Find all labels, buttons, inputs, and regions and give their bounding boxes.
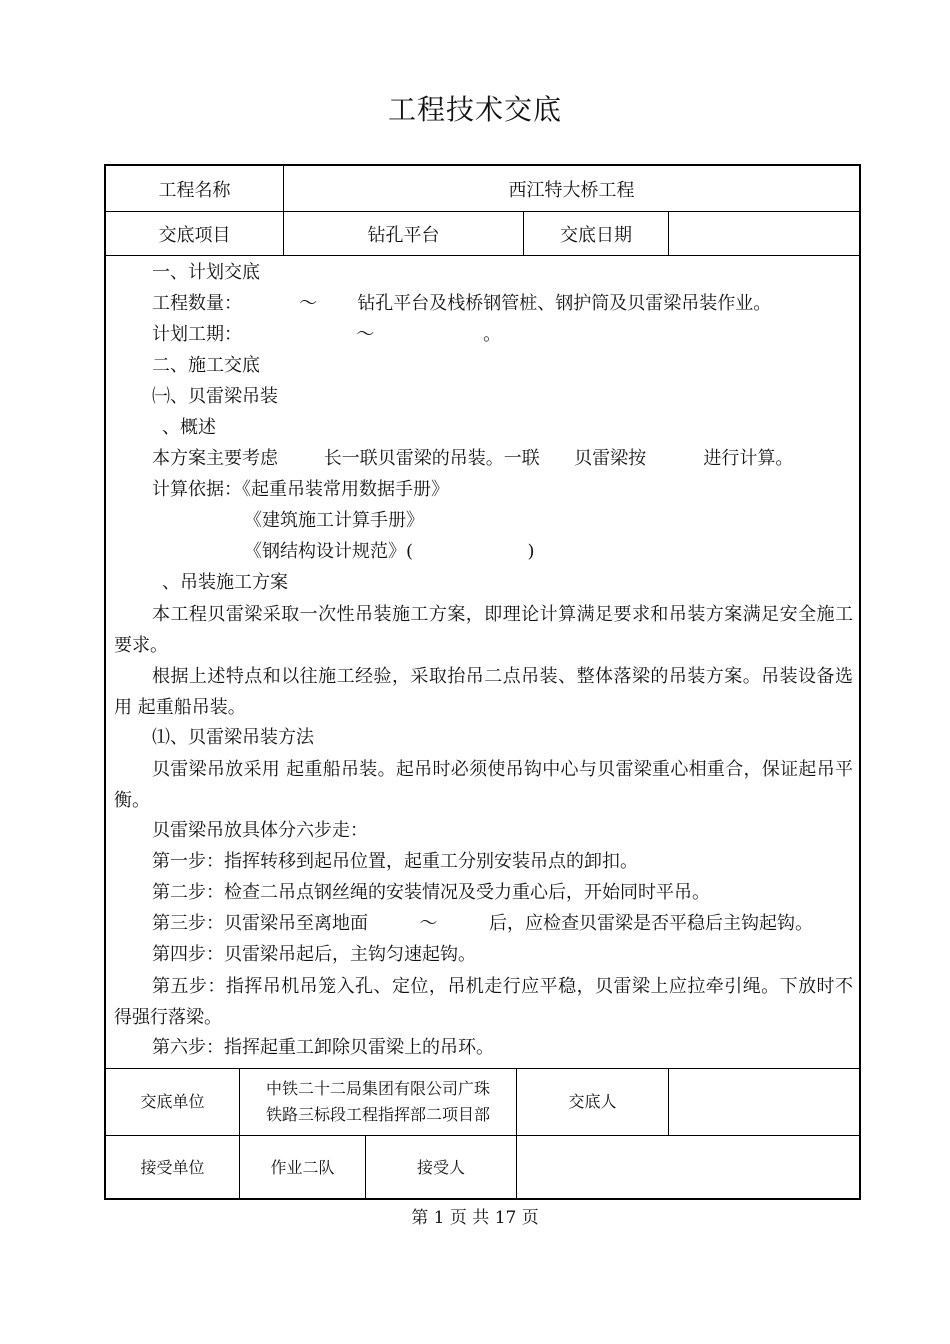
document-title: 工程技术交底 bbox=[387, 93, 562, 126]
receiver-value bbox=[516, 1136, 859, 1200]
work-quantity-line: 工程数量： ～ 钻孔平台及栈桥钢管桩、钢护筒及贝雷梁吊装作业。 bbox=[152, 293, 772, 314]
receiving-unit-value: 作业二队 bbox=[239, 1136, 365, 1200]
step-1: 第一步：指挥转移到起吊位置，起重工分别安装吊点的卸扣。 bbox=[152, 851, 638, 872]
section-construction-heading: 二、施工交底 bbox=[152, 355, 260, 376]
lifting-method-heading: ⑴、贝雷梁吊装方法 bbox=[152, 727, 314, 748]
step-2: 第二步：检查二吊点钢丝绳的安装情况及受力重心后，开始同时平吊。 bbox=[152, 882, 710, 903]
basis-line-3: 《钢结构设计规范》( ) bbox=[244, 541, 535, 562]
project-name-value: 西江特大桥工程 bbox=[283, 166, 859, 211]
basis-line-2: 《建筑施工计算手册》 bbox=[244, 510, 424, 531]
receiver-label: 接受人 bbox=[365, 1136, 516, 1200]
disclosure-unit-value-line-2: 铁路三标段工程指挥部二项目部 bbox=[265, 1105, 490, 1124]
discloser-value bbox=[668, 1069, 859, 1135]
six-steps-intro: 贝雷梁吊放具体分六步走： bbox=[152, 820, 368, 841]
schedule-line: 计划工期： ～ 。 bbox=[152, 324, 502, 345]
step-5: 第五步：指挥吊机吊笼入孔、定位，吊机走行应平稳，贝雷梁上应拉牵引绳。下放时不得强行落梁。 bbox=[114, 976, 853, 1028]
step-6: 第六步：指挥起重工卸除贝雷梁上的吊环。 bbox=[152, 1037, 494, 1058]
step-4: 第四步：贝雷梁吊起后，主钩匀速起钩。 bbox=[152, 944, 476, 965]
disclosure-item-value: 钻孔平台 bbox=[283, 212, 523, 255]
lifting-plan-paragraph-2: 根据上述特点和以往施工经验，采取抬吊二点吊装、整体落梁的吊装方案。吊装设备选用 起重船吊装。 bbox=[114, 666, 853, 718]
receiving-unit-row bbox=[106, 1136, 859, 1200]
discloser-label: 交底人 bbox=[516, 1069, 668, 1135]
disclosure-unit-value-line-1: 中铁二十二局集团有限公司广珠 bbox=[265, 1079, 490, 1098]
page-number: 第 1 页 共 17 页 bbox=[411, 1208, 539, 1228]
subsection-heading: ㈠、贝雷梁吊装 bbox=[152, 386, 278, 407]
disclosure-date-value bbox=[668, 212, 859, 255]
lifting-plan-paragraph-1: 本工程贝雷梁采取一次性吊装施工方案，即理论计算满足要求和吊装方案满足安全施工要求。 bbox=[114, 604, 853, 656]
disclosure-item-label: 交底项目 bbox=[158, 224, 231, 246]
disclosure-unit-value bbox=[239, 1069, 516, 1135]
disclosure-content bbox=[106, 256, 859, 1068]
project-name-label: 工程名称 bbox=[158, 179, 231, 201]
disclosure-item-row bbox=[106, 212, 859, 256]
step-3: 第三步：贝雷梁吊至离地面 ～ 后，应检查贝雷梁是否平稳后主钩起钩。 bbox=[152, 913, 813, 934]
disclosure-unit-row bbox=[106, 1068, 859, 1136]
lifting-plan-heading: 、吊装施工方案 bbox=[162, 572, 288, 593]
disclosure-unit-label: 交底单位 bbox=[140, 1092, 205, 1111]
basis-line-1: 计算依据：《起重吊装常用数据手册》 bbox=[152, 479, 449, 500]
disclosure-date-label: 交底日期 bbox=[523, 212, 668, 255]
section-plan-heading: 一、计划交底 bbox=[152, 262, 260, 283]
receiving-unit-label: 接受单位 bbox=[140, 1158, 205, 1177]
disclosure-table bbox=[104, 164, 861, 1200]
overview-text: 本方案主要考虑 长一联贝雷梁的吊装。一联 贝雷梁按 进行计算。 bbox=[152, 448, 794, 469]
lifting-method-paragraph: 贝雷梁吊放采用 起重船吊装。起吊时必须使吊钩中心与贝雷梁重心相重合，保证起吊平衡。 bbox=[114, 759, 853, 811]
overview-heading: 、概述 bbox=[162, 417, 216, 438]
project-name-row bbox=[106, 166, 859, 212]
